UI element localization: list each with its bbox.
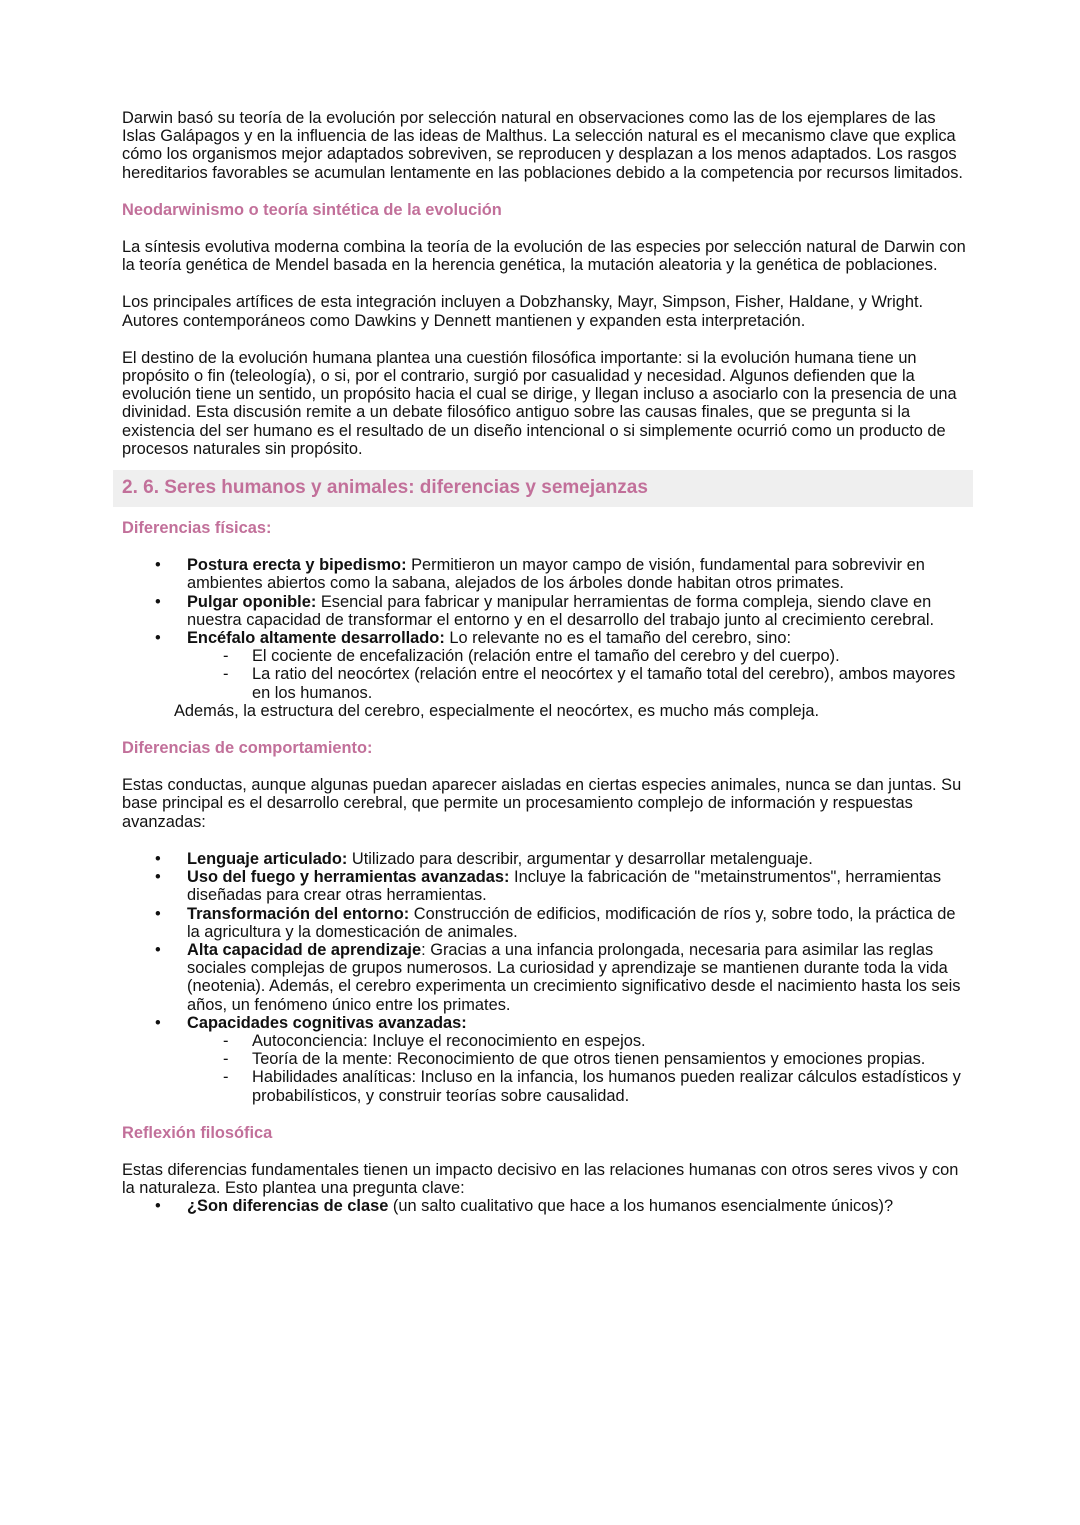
note-neocortex: Además, la estructura del cerebro, especialmente el neocórtex, es mucho más compleja.: [174, 701, 820, 720]
list-item: • Alta capacidad de aprendizaje: Gracias a una infancia prolongada, necesaria para asimilar las reglas sociales complejas de grupos numerosos. La curiosidad y aprendizaje se mantienen durante toda la vida (neotenia). Además, el cerebro experimenta un crecimiento significativo desde el nacimiento hasta los seis años, un fenómeno único entre los primates.: [187, 941, 970, 1014]
list-comportamiento: [187, 850, 970, 1105]
list-item: • Transformación del entorno: Construcción de edificios, modificación de ríos y, sobre todo, la práctica de la agricultura y la domesticación de animales.: [187, 905, 970, 941]
list-item: • ¿Son diferencias de clase (un salto cualitativo que hace a los humanos esencialmente únicos)?: [187, 1197, 970, 1215]
paragraph-destino: El destino de la evolución humana plantea una cuestión filosófica importante: si la evolución humana tiene un propósito o fin (teleología), o si, por el contrario, surgió por casualidad y necesidad. Algunos defienden que la evolución tiene un sentido, un propósito hacia el cual se dirige, y llegan incluso a asociarlo con la presencia de una divinidad. Esta discusión remite a un debate filosófico antiguo sobre las causas finales, que se pregunta si la existencia del ser humano es el resultado de un diseño intencional o si simplemente ocurrió como un producto de procesos naturales sin propósito.: [122, 348, 957, 458]
list-item: • Uso del fuego y herramientas avanzadas: Incluye la fabricación de "metainstrumentos", herramientas diseñadas para crear otras herramientas.: [187, 868, 970, 904]
list-item: • Capacidades cognitivas avanzadas: - Autoconciencia: Incluye el reconocimiento en espejos. - Teoría de la mente: Reconocimiento de que otros tienen pensamientos y emociones propias. - Habilidades analíticas: Incluso en la infancia, los humanos pueden realizar cálculos estadísticos y probabilísticos, y construir teorías sobre causalidad.: [187, 1014, 970, 1105]
heading-diferencias-fisicas: Diferencias físicas:: [122, 519, 272, 538]
sub-list: [252, 647, 970, 702]
paragraph-darwin: Darwin basó su teoría de la evolución por selección natural en observaciones como las de los ejemplares de las Islas Galápagos y en la influencia de las ideas de Malthus. La selección natural es el mecanismo clave que explica cómo los organismos mejor adaptados sobreviven, se reproducen y desplazan a los menos adaptados. Los rasgos hereditarios favorables se acumulan lentamente en las poblaciones debido a la competencia por recursos limitados.: [122, 109, 963, 182]
heading-neodarwinismo: Neodarwinismo o teoría sintética de la evolución: [122, 200, 502, 219]
paragraph-artifices: Los principales artífices de esta integración incluyen a Dobzhansky, Mayr, Simpson, Fisher, Haldane, y Wright. Autores contemporáneos como Dawkins y Dennett mantienen y expanden esta interpretación.: [122, 293, 924, 330]
paragraph-reflexion: Estas diferencias fundamentales tienen un impacto decisivo en las relaciones humanas con otros seres vivos y con la naturaleza. Esto plantea una pregunta clave:: [122, 1160, 959, 1198]
list-item: • Postura erecta y bipedismo: Permitieron un mayor campo de visión, fundamental para sobrevivir en ambientes abiertos como la sabana, alejados de los árboles donde habitan otros primates.: [187, 556, 970, 592]
list-item: • Lenguaje articulado: Utilizado para describir, argumentar y desarrollar metalenguaje.: [187, 850, 970, 868]
section-title: 2. 6. Seres humanos y animales: diferencias y semejanzas: [113, 470, 973, 507]
sub-list: [252, 1032, 970, 1105]
sub-list-item: - El cociente de encefalización (relación entre el tamaño del cerebro y del cuerpo).: [252, 647, 970, 665]
paragraph-comportamiento: Estas conductas, aunque algunas puedan aparecer aisladas en ciertas especies animales, nunca se dan juntas. Su base principal es el desarrollo cerebral, que permite un procesamiento complejo de información y respuestas avanzadas:: [122, 776, 962, 831]
list-reflexion: [187, 1197, 970, 1215]
paragraph-sintesis: La síntesis evolutiva moderna combina la teoría de la evolución de las especies por selección natural de Darwin con la teoría genética de Mendel basada en la herencia genética, la mutación aleatoria y la genética de poblaciones.: [122, 238, 966, 275]
list-item: • Pulgar oponible: Esencial para fabricar y manipular herramientas de forma compleja, siendo clave en nuestra capacidad de transformar el entorno y en el desarrollo del trabajo junto al crecimiento cerebral.: [187, 593, 970, 629]
sub-list-item: - Habilidades analíticas: Incluso en la infancia, los humanos pueden realizar cálculos estadísticos y probabilísticos, y construir teorías sobre causalidad.: [252, 1068, 970, 1104]
document-page: [122, 109, 970, 1235]
heading-reflexion: Reflexión filosófica: [122, 1123, 273, 1142]
list-fisicas: [187, 556, 970, 702]
sub-list-item: - Autoconciencia: Incluye el reconocimiento en espejos.: [252, 1032, 970, 1050]
list-item: • Encéfalo altamente desarrollado: Lo relevante no es el tamaño del cerebro, sino: - El cociente de encefalización (relación entre el tamaño del cerebro y del cuerpo). - La ratio del neocórtex (relación entre el neocórtex y el tamaño total del cerebro), ambos mayores en los humanos.: [187, 629, 970, 702]
sub-list-item: - La ratio del neocórtex (relación entre el neocórtex y el tamaño total del cerebro), ambos mayores en los humanos.: [252, 665, 970, 701]
sub-list-item: - Teoría de la mente: Reconocimiento de que otros tienen pensamientos y emociones propias.: [252, 1050, 970, 1068]
heading-diferencias-comportamiento: Diferencias de comportamiento:: [122, 739, 373, 758]
